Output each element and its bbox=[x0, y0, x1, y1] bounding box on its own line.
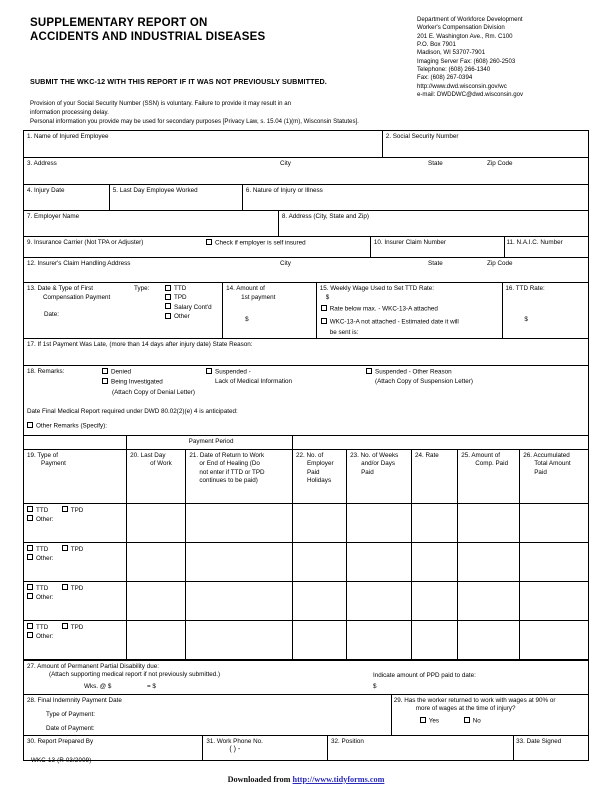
field-12-city-label: City bbox=[280, 260, 291, 267]
col25-line2: Comp. Paid bbox=[475, 460, 509, 468]
submit-notice: SUBMIT THE WKC-12 WITH THIS REPORT IF IT WAS NOT PREVIOUSLY SUBMITTED. bbox=[30, 77, 327, 86]
field-ssn[interactable] bbox=[383, 131, 588, 157]
row-total-cell[interactable] bbox=[520, 503, 588, 542]
row-comp-paid-cell[interactable] bbox=[458, 620, 520, 659]
field-14-label-line2: 1st payment bbox=[241, 293, 276, 301]
field-claim-handling-address[interactable] bbox=[24, 258, 588, 282]
field-1-label: 1. Name of Injured Employee bbox=[27, 133, 109, 140]
tidyforms-link[interactable]: http://www.tidyforms.com bbox=[292, 775, 385, 784]
field-28-label: 28. Final Indemnity Payment Date bbox=[27, 696, 122, 704]
agency-line-3: P.O. Box 7901 bbox=[417, 41, 456, 49]
denial-letter-note: (Attach Copy of Denial Letter) bbox=[112, 389, 195, 396]
row-return-date-cell[interactable] bbox=[186, 581, 293, 620]
tpd-label: TPD bbox=[174, 294, 187, 302]
row-return-date-cell[interactable] bbox=[186, 620, 293, 659]
field-12-label: 12. Insurer's Claim Handling Address bbox=[27, 260, 131, 267]
row-payment-type-options[interactable] bbox=[27, 584, 126, 593]
row-comp-paid-cell[interactable] bbox=[458, 581, 520, 620]
form-title-line2: ACCIDENTS AND INDUSTRIAL DISEASES bbox=[30, 31, 266, 43]
col-header-weeks-days-paid bbox=[347, 449, 412, 503]
ttd-label: TTD bbox=[174, 285, 187, 292]
row-name-ssn bbox=[24, 131, 588, 158]
field-last-day-worked[interactable] bbox=[110, 185, 243, 210]
field-4-label: 4. Injury Date bbox=[27, 187, 65, 194]
row-holidays-cell[interactable] bbox=[292, 542, 346, 581]
agency-line-2: 201 E. Washington Ave., Rm. C100 bbox=[417, 32, 513, 40]
field-27-wks-label: Wks. @ $ bbox=[84, 682, 112, 690]
field-3-city-label: City bbox=[280, 160, 291, 167]
field-work-phone[interactable] bbox=[203, 736, 328, 760]
self-insured-label: Check if employer is self insured bbox=[215, 239, 306, 247]
other-type-label: Other bbox=[174, 313, 190, 321]
row-other-option[interactable] bbox=[27, 515, 126, 524]
row-rate-cell[interactable] bbox=[411, 542, 457, 581]
denied-option[interactable] bbox=[102, 368, 131, 377]
field-29-line1: 29. Has the worker returned to work with wages at 90% or bbox=[393, 696, 556, 704]
row-weeks-cell[interactable] bbox=[347, 620, 412, 659]
row-tpd-checkbox[interactable] bbox=[62, 506, 68, 512]
field-12-zip-label: Zip Code bbox=[487, 260, 513, 267]
col26-line3: Paid bbox=[534, 468, 547, 476]
field-29-line2: more of wages at the time of injury? bbox=[415, 705, 516, 713]
row-total-cell[interactable] bbox=[520, 581, 588, 620]
row-type-cell[interactable] bbox=[24, 542, 127, 581]
row-signature bbox=[24, 736, 588, 760]
option-ttd[interactable] bbox=[165, 284, 212, 293]
col-header-accumulated-total bbox=[520, 449, 588, 503]
row-other-option[interactable] bbox=[27, 554, 126, 563]
row-rate-cell[interactable] bbox=[411, 581, 457, 620]
field-weekly-wage[interactable] bbox=[317, 283, 504, 338]
col23-line2: and/or Days bbox=[361, 460, 396, 468]
field-insurer-claim-number[interactable] bbox=[371, 237, 505, 257]
row-ttd-checkbox[interactable] bbox=[27, 584, 33, 590]
row-payment-table bbox=[24, 436, 588, 661]
row-remarks bbox=[24, 366, 588, 436]
field-first-comp-payment[interactable] bbox=[24, 283, 223, 338]
row-other-checkbox[interactable] bbox=[27, 554, 33, 560]
field-27-ppd-dollar: $ bbox=[373, 682, 377, 690]
field-3-zip-label: Zip Code bbox=[487, 160, 513, 167]
col-header-rate bbox=[411, 449, 457, 503]
field-16-label: 16. TTD Rate: bbox=[505, 285, 545, 292]
row-ttd-label: TTD bbox=[36, 506, 49, 514]
option-salary-contd[interactable] bbox=[165, 303, 212, 312]
row-comp-paid-cell[interactable] bbox=[458, 503, 520, 542]
col21-line3: not enter if TTD or TPD bbox=[199, 468, 265, 476]
payment-period-header: Payment Period bbox=[127, 436, 293, 449]
col-header-last-day-of-work bbox=[127, 449, 186, 503]
being-investigated-option[interactable] bbox=[102, 378, 163, 387]
row-ttd-checkbox[interactable] bbox=[27, 623, 33, 629]
being-investigated-label: Being Investigated bbox=[111, 378, 163, 386]
returned-yes-checkbox[interactable] bbox=[420, 717, 426, 723]
row-other-label: Other: bbox=[36, 632, 54, 640]
field-insurance-carrier[interactable] bbox=[24, 237, 371, 257]
row-other-checkbox[interactable] bbox=[27, 593, 33, 599]
privacy-line2: information processing delay. bbox=[30, 109, 109, 117]
field-16-dollar-sign: $ bbox=[524, 316, 528, 323]
agency-line-4: Madison, WI 53707-7901 bbox=[417, 49, 486, 57]
download-prefix: Downloaded from bbox=[227, 775, 293, 784]
field-final-indemnity[interactable] bbox=[24, 695, 392, 735]
col-header-type-of-payment bbox=[24, 449, 127, 503]
row-holidays-cell[interactable] bbox=[292, 620, 346, 659]
col-header-employer-paid-holidays bbox=[292, 449, 346, 503]
suspended-other-checkbox[interactable] bbox=[366, 368, 372, 374]
row-holidays-cell[interactable] bbox=[292, 581, 346, 620]
row-first-payment bbox=[24, 283, 588, 339]
field-28-date-label: Date of Payment: bbox=[46, 724, 95, 732]
suspended-reason-label: Lack of Medical Information bbox=[215, 378, 292, 385]
field-27-line2: (Attach supporting medical report if not previously submitted.) bbox=[49, 671, 221, 679]
field-address[interactable] bbox=[24, 158, 588, 184]
rate-below-max-option[interactable] bbox=[321, 305, 438, 314]
field-13-label-line2: Compensation Payment bbox=[43, 293, 111, 301]
row-employer bbox=[24, 211, 588, 237]
row-ttd-label: TTD bbox=[36, 623, 49, 631]
payment-column-header-row bbox=[24, 449, 588, 503]
salary-contd-label: Salary Cont'd bbox=[174, 303, 212, 311]
suspended-other-option[interactable] bbox=[366, 368, 452, 377]
col25-line1: 25. Amount of bbox=[461, 451, 501, 459]
col19-line1: 19. Type of bbox=[27, 451, 59, 459]
field-13-date-label: Date: bbox=[44, 311, 60, 318]
tpd-checkbox[interactable] bbox=[165, 294, 171, 300]
other-remarks-option[interactable] bbox=[27, 422, 107, 431]
field-3-label: 3. Address bbox=[27, 160, 57, 167]
field-6-label: 6. Nature of Injury or Illness bbox=[245, 187, 323, 194]
row-weeks-cell[interactable] bbox=[347, 503, 412, 542]
returned-yes-label: Yes bbox=[428, 717, 439, 724]
ttd-checkbox[interactable] bbox=[165, 285, 171, 291]
row-tpd-label: TPD bbox=[70, 623, 84, 631]
row-return-date-cell[interactable] bbox=[186, 542, 293, 581]
col19-line2: Payment bbox=[41, 460, 66, 468]
field-32-label: 32. Position bbox=[330, 737, 364, 745]
col23-line3: Paid bbox=[361, 468, 374, 476]
field-14-dollar-sign: $ bbox=[245, 316, 249, 323]
field-10-label: 10. Insurer Claim Number bbox=[373, 239, 446, 246]
field-28-type-label: Type of Payment: bbox=[46, 710, 96, 718]
field-33-label: 33. Date Signed bbox=[516, 737, 562, 745]
field-27-line1: 27. Amount of Permanent Partial Disability due: bbox=[27, 662, 159, 670]
row-ttd-label: TTD bbox=[36, 545, 49, 553]
wkc13a-not-attached-option[interactable] bbox=[321, 318, 459, 327]
row-other-checkbox[interactable] bbox=[27, 515, 33, 521]
row-other-label: Other: bbox=[36, 554, 54, 562]
row-type-cell[interactable] bbox=[24, 620, 127, 659]
row-ttd-label: TTD bbox=[36, 584, 49, 592]
agency-website: http://www.dwd.wisconsin.gov/wc bbox=[417, 82, 507, 90]
table-row[interactable] bbox=[24, 503, 588, 542]
wkc13a-not-attached-label: WKC-13-A not attached - Estimated date it will bbox=[329, 318, 459, 326]
field-30-label: 30. Report Prepared By bbox=[27, 737, 94, 745]
agency-line-5: Imaging Server Fax: (608) 260-2503 bbox=[417, 57, 516, 65]
payment-period-header-row bbox=[24, 436, 588, 449]
field-report-prepared-by[interactable] bbox=[24, 736, 203, 760]
col26-line1: 26. Accumulated bbox=[523, 451, 570, 459]
wkc13a-sent-date-label: be sent is: bbox=[329, 329, 359, 336]
row-other-option[interactable] bbox=[27, 632, 126, 641]
payment-table bbox=[24, 436, 588, 660]
self-insured-checkbox-group[interactable] bbox=[206, 239, 306, 248]
agency-email: e-mail: DWDDWC@dwd.wisconsin.gov bbox=[417, 91, 524, 99]
row-type-cell[interactable] bbox=[24, 503, 127, 542]
other-remarks-label: Other Remarks (Specify): bbox=[36, 422, 108, 430]
row-rate-cell[interactable] bbox=[411, 503, 457, 542]
col-header-amount-comp-paid bbox=[458, 449, 520, 503]
field-13-type-label: Type: bbox=[134, 285, 150, 292]
field-date-signed[interactable] bbox=[514, 736, 588, 760]
field-position[interactable] bbox=[328, 736, 514, 760]
being-investigated-checkbox[interactable] bbox=[102, 378, 108, 384]
field-7-label: 7. Employer Name bbox=[27, 213, 80, 220]
returned-yes-option[interactable] bbox=[420, 717, 439, 726]
field-27-equals-label: = $ bbox=[147, 682, 156, 690]
col21-line1: 21. Date of Return to Work bbox=[189, 451, 265, 459]
salary-contd-checkbox[interactable] bbox=[165, 303, 171, 309]
field-14-label-line1: 14. Amount of bbox=[226, 285, 265, 292]
field-31-label: 31. Work Phone No. bbox=[206, 737, 263, 745]
rate-below-max-checkbox[interactable] bbox=[321, 305, 327, 311]
row-comp-paid-cell[interactable] bbox=[458, 542, 520, 581]
row-address[interactable] bbox=[24, 158, 588, 185]
row-total-cell[interactable] bbox=[520, 542, 588, 581]
field-17-label: 17. If 1st Payment Was Late, (more than 14 days after injury date) State Reason: bbox=[27, 341, 253, 348]
row-payment-type-options[interactable] bbox=[27, 545, 126, 554]
field-15-label: 15. Weekly Wage Used to Set TTD Rate: bbox=[319, 285, 435, 292]
returned-no-checkbox[interactable] bbox=[464, 717, 470, 723]
col22-line3: Paid bbox=[306, 468, 320, 476]
field-amount-first-payment[interactable] bbox=[223, 283, 317, 338]
row-last-day-cell[interactable] bbox=[127, 542, 186, 581]
row-final-payment bbox=[24, 695, 588, 736]
field-employee-name[interactable] bbox=[24, 131, 383, 157]
suspension-letter-note: (Attach Copy of Suspension Letter) bbox=[375, 378, 474, 385]
field-injury-date[interactable] bbox=[24, 185, 110, 210]
row-tpd-label: TPD bbox=[70, 545, 84, 553]
field-5-label: 5. Last Day Employee Worked bbox=[112, 187, 198, 194]
field-returned-to-work[interactable] bbox=[392, 695, 588, 735]
row-last-day-cell[interactable] bbox=[127, 620, 186, 659]
col20-line2: of Work bbox=[150, 460, 172, 468]
row-tpd-checkbox[interactable] bbox=[62, 545, 68, 551]
field-nature-of-injury[interactable] bbox=[243, 185, 588, 210]
field-2-label: 2. Social Security Number bbox=[385, 133, 459, 140]
phone-mask: ( ) - bbox=[229, 745, 241, 753]
col22-line1: 22. No. of bbox=[295, 451, 324, 459]
row-ttd-checkbox[interactable] bbox=[27, 506, 33, 512]
other-remarks-checkbox[interactable] bbox=[27, 422, 33, 428]
agency-line-6: Telephone: (608) 266-1340 bbox=[417, 66, 491, 74]
privacy-notice bbox=[30, 99, 430, 127]
denied-checkbox[interactable] bbox=[102, 368, 108, 374]
field-naic-number[interactable] bbox=[505, 237, 588, 257]
payment-type-options[interactable] bbox=[165, 284, 212, 322]
field-employer-name[interactable] bbox=[24, 211, 279, 236]
wkc13a-not-attached-checkbox[interactable] bbox=[321, 318, 327, 324]
row-other-label: Other: bbox=[36, 593, 54, 601]
row-late-payment-reason[interactable] bbox=[24, 339, 588, 366]
row-total-cell[interactable] bbox=[520, 620, 588, 659]
privacy-line1: Provision of your Social Security Number (SSN) is voluntary. Failure to provide it may result in an bbox=[30, 100, 292, 107]
field-ttd-rate[interactable] bbox=[503, 283, 588, 338]
row-tpd-checkbox[interactable] bbox=[62, 584, 68, 590]
row-ppd[interactable] bbox=[24, 661, 588, 695]
suspended-other-label: Suspended - Other Reason bbox=[375, 368, 452, 376]
row-injury-info bbox=[24, 185, 588, 211]
field-15-dollar-sign: $ bbox=[325, 294, 330, 301]
suspended-checkbox[interactable] bbox=[206, 368, 212, 374]
returned-no-label: No bbox=[472, 717, 481, 724]
row-weeks-cell[interactable] bbox=[347, 542, 412, 581]
row-payment-type-options[interactable] bbox=[27, 506, 126, 515]
col26-line2: Total Amount bbox=[534, 460, 571, 468]
row-holidays-cell[interactable] bbox=[292, 503, 346, 542]
final-medical-report-label: Date Final Medical Report required under DWD 80.02(2)(e) 4 is anticipated: bbox=[27, 408, 238, 415]
option-tpd[interactable] bbox=[165, 293, 212, 302]
table-row[interactable] bbox=[24, 542, 588, 581]
returned-no-option[interactable] bbox=[464, 717, 481, 726]
field-18-label: 18. Remarks: bbox=[27, 368, 65, 375]
row-insurance bbox=[24, 237, 588, 258]
row-tpd-label: TPD bbox=[70, 506, 84, 514]
row-claim-handling-address[interactable] bbox=[24, 258, 588, 283]
row-rate-cell[interactable] bbox=[411, 620, 457, 659]
agency-line-0: Department of Workforce Development bbox=[417, 16, 523, 23]
self-insured-checkbox[interactable] bbox=[206, 239, 212, 245]
field-11-label: 11. N.A.I.C. Number bbox=[506, 239, 563, 246]
denied-label: Denied bbox=[111, 368, 131, 376]
field-27-ppd-paid-label: Indicate amount of PPD paid to date: bbox=[373, 671, 476, 679]
payment-period-spacer-right bbox=[292, 436, 588, 449]
table-row[interactable] bbox=[24, 581, 588, 620]
row-last-day-cell[interactable] bbox=[127, 503, 186, 542]
row-other-checkbox[interactable] bbox=[27, 632, 33, 638]
form-grid bbox=[23, 130, 589, 761]
option-other[interactable] bbox=[165, 312, 212, 321]
row-tpd-label: TPD bbox=[70, 584, 84, 592]
row-other-option[interactable] bbox=[27, 593, 126, 602]
rate-below-max-label: Rate below max. - WKC-13-A attached bbox=[329, 305, 438, 313]
form-code: WKC-13 (R 03/2009) bbox=[31, 757, 92, 764]
field-8-label: 8. Address (City, State and Zip) bbox=[281, 213, 369, 220]
col23-line1: 23. No. of Weeks bbox=[350, 451, 399, 459]
row-payment-type-options[interactable] bbox=[27, 623, 126, 632]
agency-line-1: Worker's Compensation Division bbox=[417, 24, 505, 32]
field-employer-address[interactable] bbox=[279, 211, 588, 236]
row-type-cell[interactable] bbox=[24, 581, 127, 620]
suspended-option[interactable] bbox=[206, 368, 251, 377]
field-remarks[interactable] bbox=[24, 366, 588, 435]
table-row[interactable] bbox=[24, 620, 588, 659]
privacy-line3: Personal information you provide may be used for secondary purposes [Privacy Law, s. 15.04 (1)(m), Wisconsin Statutes]. bbox=[30, 118, 359, 126]
download-attribution bbox=[0, 775, 612, 784]
field-12-state-label: State bbox=[428, 260, 443, 267]
field-3-state-label: State bbox=[428, 160, 443, 167]
row-other-label: Other: bbox=[36, 515, 54, 523]
other-type-checkbox[interactable] bbox=[165, 313, 171, 319]
payment-period-spacer-left bbox=[24, 436, 127, 449]
field-13-label-line1: 13. Date & Type of First bbox=[27, 285, 94, 292]
col22-line2: Employer bbox=[306, 460, 334, 468]
payment-table-wrapper bbox=[24, 436, 588, 660]
field-9-label: 9. Insurance Carrier (Not TPA or Adjuster) bbox=[27, 239, 144, 246]
col22-line4: Holidays bbox=[306, 477, 332, 485]
col20-line1: 20. Last Day bbox=[130, 451, 166, 459]
row-weeks-cell[interactable] bbox=[347, 581, 412, 620]
agency-line-7: Fax: (608) 267-0394 bbox=[417, 74, 473, 82]
row-ttd-checkbox[interactable] bbox=[27, 545, 33, 551]
field-late-payment-reason[interactable] bbox=[24, 339, 588, 365]
col24-line1: 24. Rate bbox=[414, 451, 439, 459]
agency-address-block bbox=[417, 16, 582, 99]
col21-line4: continues to be paid) bbox=[199, 477, 258, 485]
row-last-day-cell[interactable] bbox=[127, 581, 186, 620]
suspended-label: Suspended - bbox=[215, 368, 251, 376]
form-title-line1: SUPPLEMENTARY REPORT ON bbox=[30, 17, 208, 29]
col-header-return-to-work bbox=[186, 449, 293, 503]
field-ppd[interactable] bbox=[24, 661, 588, 694]
row-tpd-checkbox[interactable] bbox=[62, 623, 68, 629]
row-return-date-cell[interactable] bbox=[186, 503, 293, 542]
col21-line2: or End of Healing (Do bbox=[199, 460, 260, 468]
